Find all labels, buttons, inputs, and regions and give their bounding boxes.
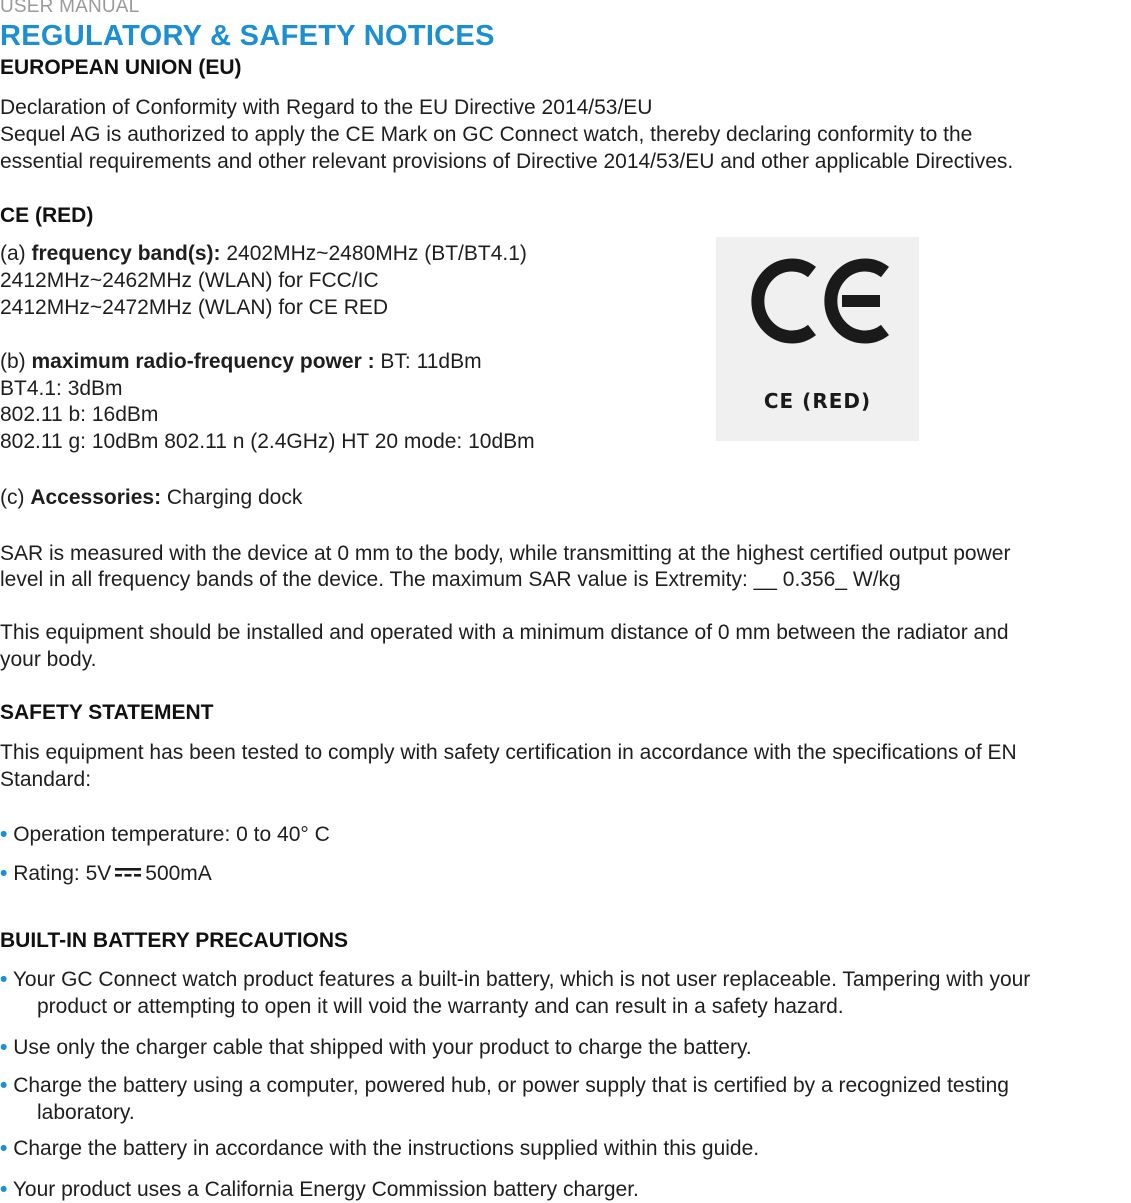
list-item bbox=[0, 1135, 759, 1162]
item-prefix: (b) bbox=[0, 350, 32, 373]
battery-heading: BUILT-IN BATTERY PRECAUTIONS bbox=[0, 929, 349, 952]
bullet-icon: • bbox=[0, 862, 8, 885]
eu-line: Sequel AG is authorized to apply the CE Mark on GC Connect watch, thereby declaring conformity to the bbox=[0, 123, 973, 146]
item-prefix: (a) bbox=[0, 242, 32, 265]
direct-current-icon bbox=[115, 866, 141, 878]
safety-line: This equipment has been tested to comply with safety certification in accordance with the specifications of EN bbox=[0, 741, 1017, 764]
list-item bbox=[0, 1072, 1009, 1099]
manual-header-label: USER MANUAL bbox=[0, 0, 140, 17]
battery-item-text: Your product uses a California Energy Commission battery charger. bbox=[12, 1178, 639, 1201]
power-line: 802.11 b: 16dBm bbox=[0, 403, 159, 426]
battery-item-text: Charge the battery in accordance with the instructions supplied within this guide. bbox=[13, 1137, 760, 1160]
list-item bbox=[0, 860, 212, 887]
battery-item-continuation: product or attempting to open it will void the warranty and can result in a safety hazard. bbox=[37, 995, 844, 1018]
ce-red-logo bbox=[716, 237, 919, 441]
list-item bbox=[0, 1034, 752, 1061]
temperature-text: Operation temperature: 0 to 40° C bbox=[13, 823, 330, 846]
safety-line: Standard: bbox=[0, 768, 92, 791]
max-power-label: maximum radio-frequency power : bbox=[31, 350, 375, 373]
battery-item-text: Charge the battery using a computer, powered hub, or power supply that is certified by a recognized testing bbox=[13, 1074, 1009, 1097]
max-power-line bbox=[0, 348, 482, 375]
bullet-icon: • bbox=[0, 1074, 8, 1097]
frequency-line: 2412MHz~2472MHz (WLAN) for CE RED bbox=[0, 296, 389, 319]
bullet-icon: • bbox=[0, 1036, 8, 1059]
bullet-icon: • bbox=[0, 1178, 8, 1201]
distance-line: your body. bbox=[0, 648, 97, 671]
battery-item-text: Your GC Connect watch product features a built-in battery, which is not user replaceable. Tampering with your bbox=[12, 968, 1031, 991]
rating-prefix: Rating: 5V bbox=[13, 862, 112, 885]
distance-line: This equipment should be installed and operated with a minimum distance of 0 mm between the radiator and bbox=[0, 621, 1009, 644]
eu-heading: EUROPEAN UNION (EU) bbox=[0, 56, 242, 79]
accessories-line bbox=[0, 484, 302, 511]
bullet-icon: • bbox=[0, 823, 8, 846]
ce-logo-caption: CE (RED) bbox=[763, 389, 872, 413]
frequency-band-value: 2402MHz~2480MHz (BT/BT4.1) bbox=[220, 242, 527, 265]
accessories-value: Charging dock bbox=[161, 486, 303, 509]
power-line: BT4.1: 3dBm bbox=[0, 377, 123, 400]
sar-line: SAR is measured with the device at 0 mm to the body, while transmitting at the highest certified output power bbox=[0, 542, 1011, 565]
list-item bbox=[0, 1176, 639, 1203]
list-item bbox=[0, 821, 330, 848]
frequency-band-label: frequency band(s): bbox=[31, 242, 221, 265]
list-item bbox=[0, 966, 1030, 993]
page-title: REGULATORY & SAFETY NOTICES bbox=[0, 20, 495, 52]
battery-item-text: Use only the charger cable that shipped with your product to charge the battery. bbox=[13, 1036, 752, 1059]
battery-item-continuation: laboratory. bbox=[37, 1101, 135, 1124]
item-prefix: (c) bbox=[0, 486, 31, 509]
rating-suffix: 500mA bbox=[145, 862, 212, 885]
eu-line: Declaration of Conformity with Regard to the EU Directive 2014/53/EU bbox=[0, 96, 653, 119]
frequency-line: 2412MHz~2462MHz (WLAN) for FCC/IC bbox=[0, 269, 379, 292]
safety-heading: SAFETY STATEMENT bbox=[0, 701, 214, 724]
bullet-icon: • bbox=[0, 1137, 8, 1160]
frequency-band-line bbox=[0, 240, 527, 267]
bullet-icon: • bbox=[0, 968, 8, 991]
accessories-label: Accessories: bbox=[30, 486, 162, 509]
sar-line: level in all frequency bands of the device. The maximum SAR value is Extremity: __ 0.356_ W/kg bbox=[0, 568, 901, 591]
ce-red-heading: CE (RED) bbox=[0, 204, 94, 227]
eu-line: essential requirements and other relevant provisions of Directive 2014/53/EU and other applicable Directives. bbox=[0, 150, 1014, 173]
power-line: 802.11 g: 10dBm 802.11 n (2.4GHz) HT 20 mode: 10dBm bbox=[0, 430, 535, 453]
max-power-value: BT: 11dBm bbox=[374, 350, 482, 373]
